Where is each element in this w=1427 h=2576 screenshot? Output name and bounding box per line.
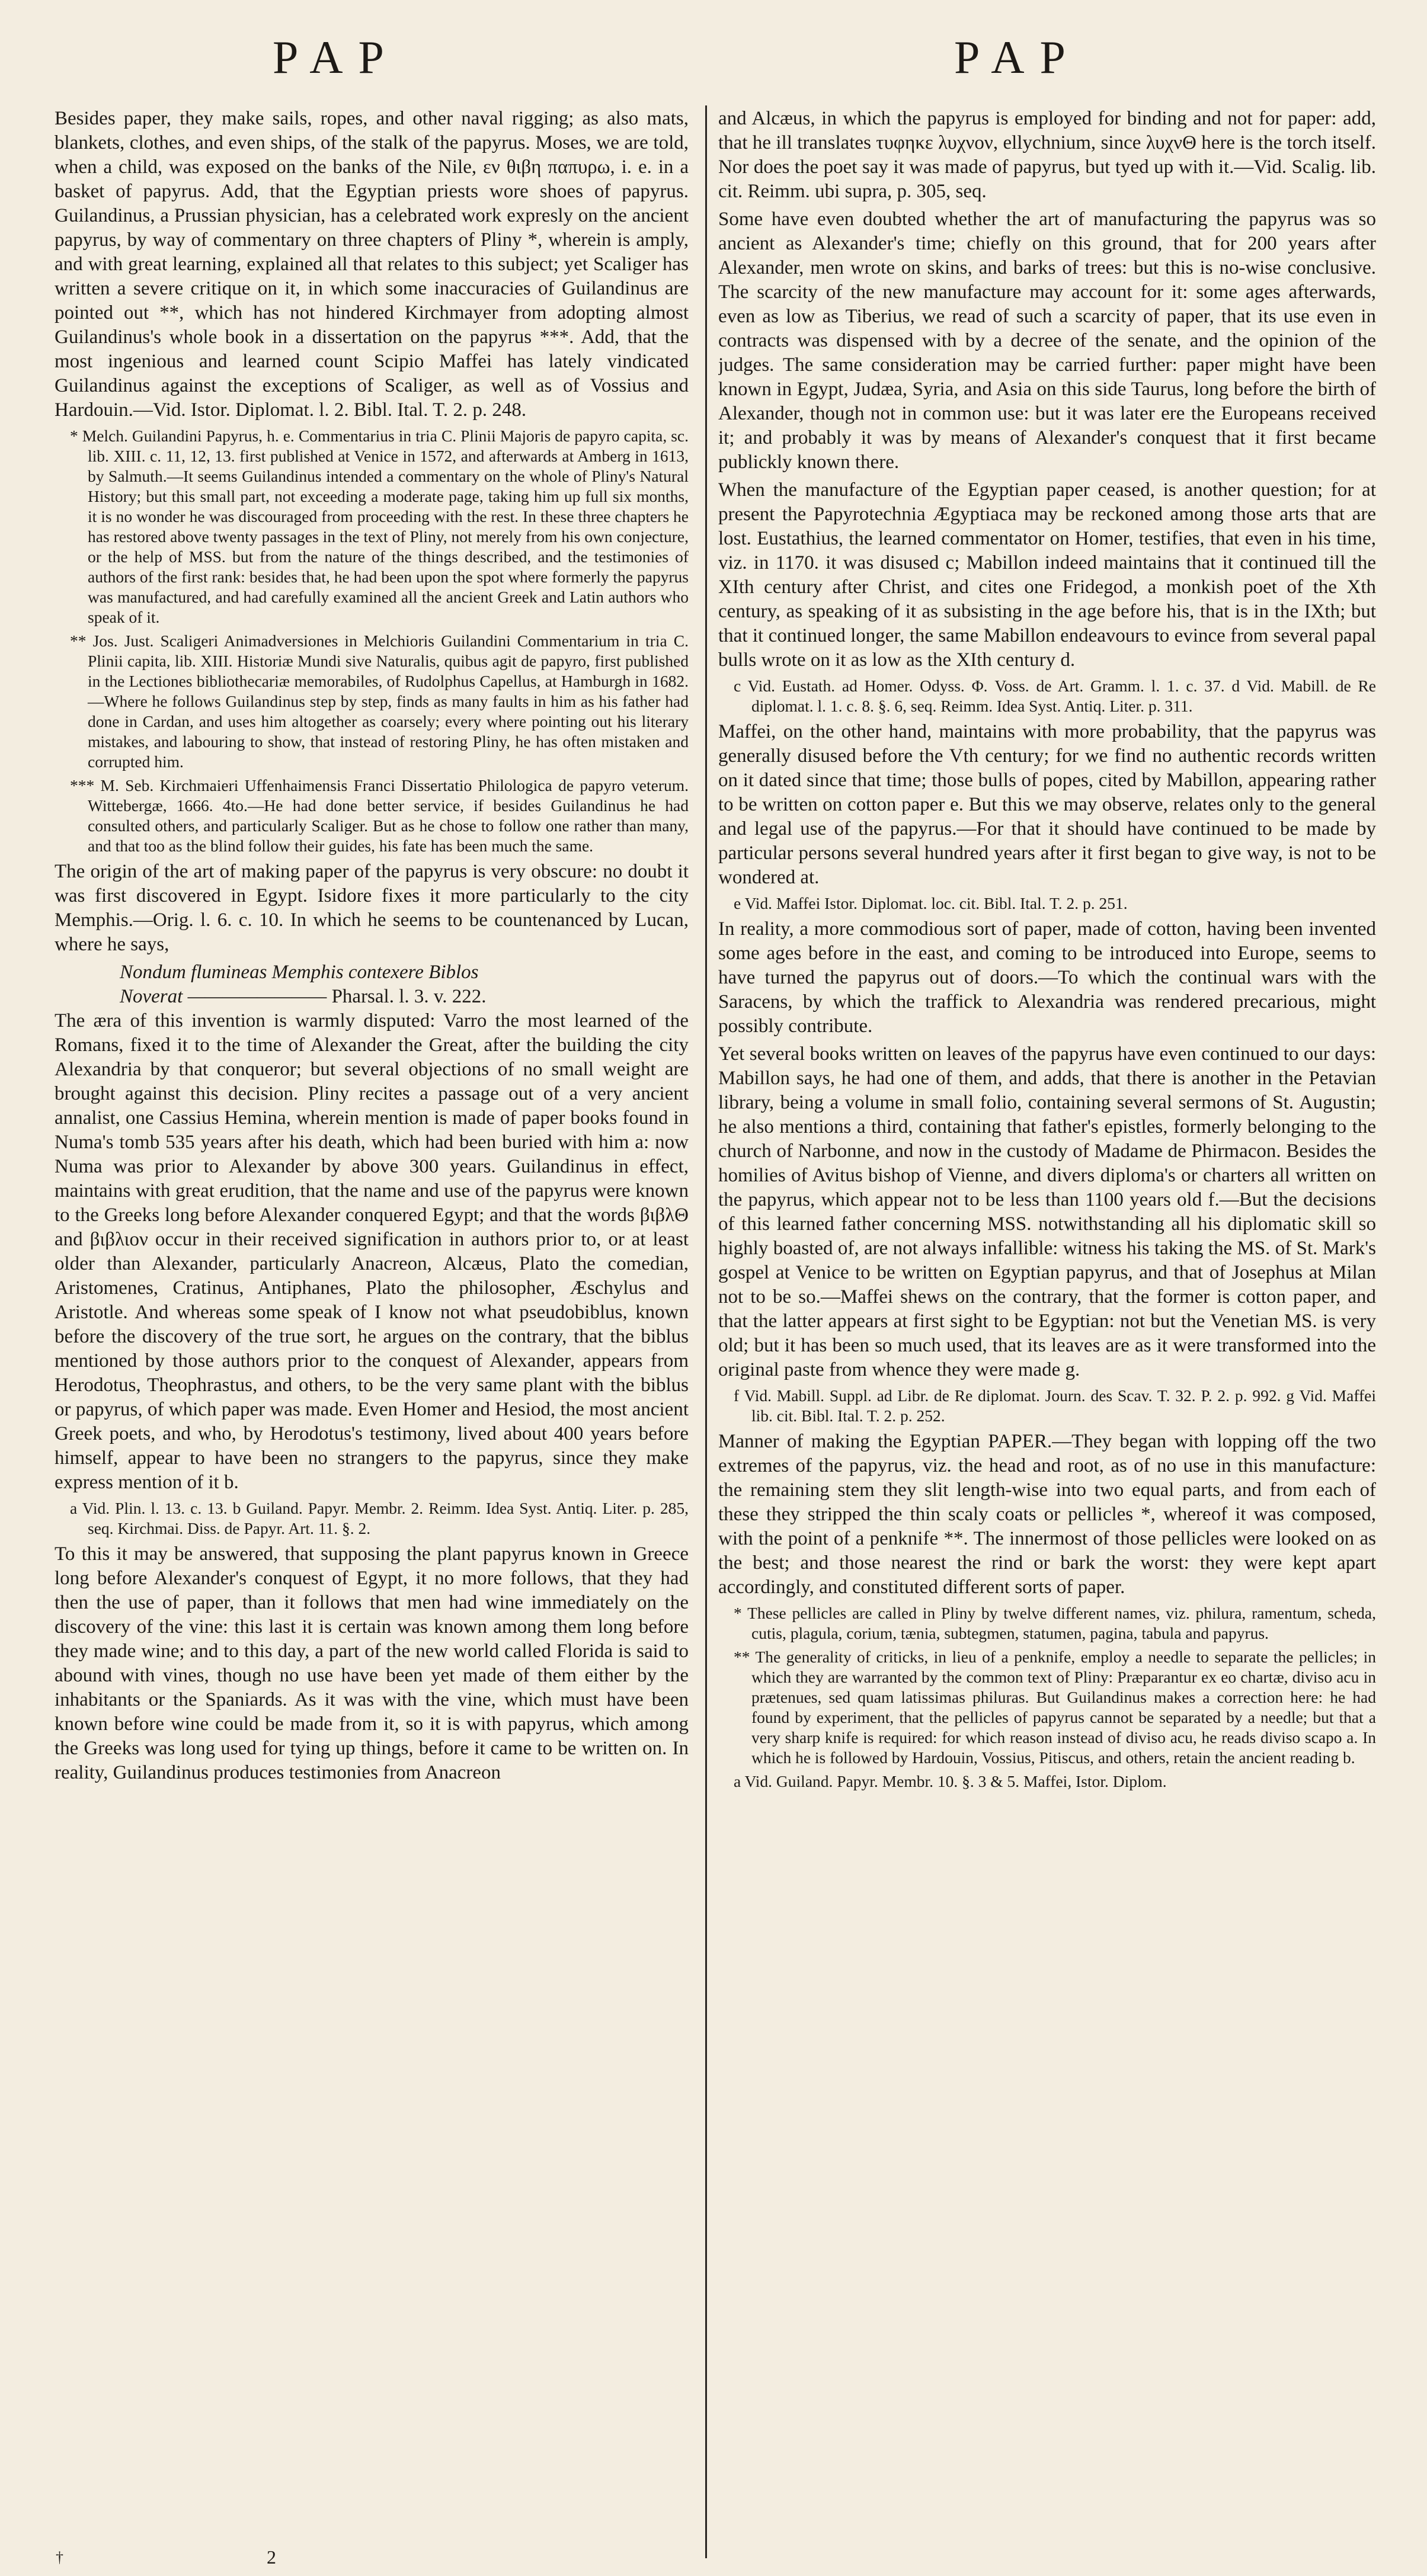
paragraph: The origin of the art of making paper of the papyrus is very obscure: no doubt it was first discovered in Egypt. Isidore fixes it more particularly to the city Memphis.—Orig. l. 6. c. 10. In which he seems to be countenanced by Lucan, where he says, [55, 861, 689, 955]
footnote: * These pellicles are called in Pliny by twelve different names, viz. philura, ramentum, scheda, cutis, plagula, corium, tænia, subtegmen, statumen, pagina, tabula and papyrus. [734, 1604, 1376, 1642]
footnote: c Vid. Eustath. ad Homer. Odyss. Φ. Voss. de Art. Gramm. l. 1. c. 37. d Vid. Mabill. de Re diplomat. l. 1. c. 8. §. 6, seq. Reimm. Idea Syst. Antiq. Liter. p. 311. [734, 677, 1376, 715]
footnote: a Vid. Guiland. Papyr. Membr. 10. §. 3 & 5. Maffei, Istor. Diplom. [734, 1772, 1167, 1790]
footnote: * Melch. Guilandini Papyrus, h. e. Commentarius in tria C. Plinii Majoris de papyro capita, sc. lib. XIII. c. 11, 12, 13. first published at Venice in 1572, and afterwards at Amberg in 1613, by Salmuth.—It seems Guilandinus intended a commentary on the whole of Pliny's Natural History; but this small part, not exceeding a moderate page, taking him up full six months, it is no wonder he was discouraged from proceeding with the rest. In these three chapters he has restored above twenty passages in the text of Pliny, not merely from his own conjecture, or the help of MSS. but from the nature of the things described, and the testimonies of authors of the first rank: besides that, he had been upon the spot where formerly the papyrus was manufactured, and had carefully examined all the ancient Greek and Latin authors who speak of it. [70, 427, 689, 626]
running-head-right: PAP [954, 31, 1081, 83]
footnote: ** The generality of criticks, in lieu of a penknife, employ a needle to separate the pellicles; in which they are warranted by the common text of Pliny: Præparantur ex eo chartæ, diviso acu in prætenues, sed quam latissimas philuras. But Guilandinus makes a correction here: he had found by experiment, that the pellicles of papyrus cannot be separated by a needle; but that a very sharp knife is required: for which reason instead of diviso acu, he reads diviso scapo a. In which he is followed by Hardouin, Vossius, Pitiscus, and others, retain the ancient reading b. [734, 1648, 1376, 1767]
running-head-left: PAP [273, 31, 399, 83]
verse-line [55, 985, 689, 1009]
paragraph: Besides paper, they make sails, ropes, and other naval rigging; as also mats, blankets, clothes, and even ships, of the stalk of the papyrus. Moses, we are told, when a child, was exposed on the banks of the Nile, εν θιβη παπυρω, i. e. in a basket of papyrus. Add, that the Egyptian priests wore shoes of papyrus. Guilandinus, a Prussian physician, has a celebrated work expresly on the ancient papyrus, by way of commentary on three chapters of Pliny *, wherein is amply, and with great learning, explained all that relates to this subject; yet Scaliger has written a severe critique on it, in which some inaccuracies of Guilandinus are pointed out **, which has not hindered Kirchmayer from adopting almost Guilandinus's whole book in a dissertation on the papyrus ***. Add, that the most ingenious and learned count Scipio Maffei has lately vindicated Guilandinus against the exceptions of Scaliger, as well as of Vossius and Hardouin.—Vid. Istor. Diplomat. l. 2. Bibl. Ital. T. 2. p. 248. [55, 108, 689, 421]
paragraph: Some have even doubted whether the art of manufacturing the papyrus was so ancient as Alexander's time; chiefly on this ground, that for 200 years after Alexander, men wrote on skins, and barks of trees: but this is no-wise conclusive. The scarcity of the new manufacture may account for it: some ages afterwards, even as low as Tiberius, we read of such a scarcity of paper, that its use even in contracts was dispensed with by a decree of the senate, and the opinion of the judges. The same consideration may be carried further: paper might have been known in Egypt, Judæa, Syria, and Asia on this side Taurus, long before the birth of Alexander, though not in common use: but it was later ere the Europeans received it; and probably it was by means of Alexander's conquest that it first became publickly known there. [718, 209, 1376, 473]
footnote: e Vid. Maffei Istor. Diplomat. loc. cit. Bibl. Ital. T. 2. p. 251. [734, 894, 1128, 912]
right-column [718, 107, 1376, 2548]
paragraph: Yet several books written on leaves of the papyrus have even continued to our days: Mabillon says, he had one of them, and adds, that there is another in the Petavian library, being a volume in small folio, containing several sermons of St. Augustin; he also mentions a third, containing that father's epistles, formerly belonging to the church of Narbonne, and now in the custody of Madame de Phirmacon. Besides the homilies of Avitus bishop of Vienne, and divers diploma's or charters all written on the papyrus, which appear not to be less than 1100 years old f.—But the decisions of this learned father concerning MSS. notwithstanding all his diplomatic skill so highly boasted of, are not always infallible: witness his taking the MS. of St. Mark's gospel at Venice to be written on Egyptian papyrus, and that of Josephus at Milan not to be so.—Maffei shews on the contrary, that the former is cotton paper, and that the latter appears at first sight to be Egyptian: not but the Venetian MS. is very old; but it has been so much used, that its leaves are as it were transformed into the original paste from whence they were made g. [718, 1043, 1376, 1380]
column-divider [705, 105, 707, 2558]
footnote: a Vid. Plin. l. 13. c. 13. b Guiland. Papyr. Membr. 2. Reimm. Idea Syst. Antiq. Liter. p. 285, seq. Kirchmai. Diss. de Papyr. Art. 11. §. 2. [70, 1499, 689, 1537]
footnote: ** Jos. Just. Scaligeri Animadversiones in Melchioris Guilandini Commentarium in tria C. Plinii capita, lib. XIII. Historiæ Mundi sive Naturalis, quibus agit de papyro, first published in the Lectiones bibliothecariæ memorabiles, of Rudolphus Capellus, at Hamburgh in 1682.—Where he follows Guilandinus step by step, finds as many faults in him as his father had done in Cardan, and uses him altogether as coarsely; every where pointing out his literary mistakes, and labouring to show, that instead of restoring Pliny, he has often mistaken and corrupted him. [70, 632, 689, 771]
paragraph: To this it may be answered, that supposing the plant papyrus known in Greece long before Alexander's conquest of Egypt, it no more follows, that they had then the use of paper, than it follows that men had wine immediately on the discovery of the vine: this last it is certain was known among them long before they made wine; and to this day, a part of the new world called Florida is said to abound with vines, though no use have been yet made of them either by the inhabitants or the Spaniards. As it was with the vine, which must have been known before wine could be made from it, so it is with papyrus, which among the Greeks was long used for tying up things, before it came to be written on. In reality, Guilandinus produces testimonies from Anacreon [55, 1543, 689, 1783]
footnote: *** M. Seb. Kirchmaieri Uffenhaimensis Franci Dissertatio Philologica de papyro veterum. Wittebergæ, 1666. 4to.—He had done better service, if besides Guilandinus he had consulted others, and particularly Scaliger. But as he chose to follow one rather than many, and that too as the blind follow their guides, his fate has been much the same. [70, 776, 689, 855]
paragraph: When the manufacture of the Egyptian paper ceased, is another question; for at present the Papyrotechnia Ægyptiaca may be reckoned among those arts that are lost. Eustathius, the learned commentator on Homer, testifies, that even in his time, viz. in 1170. it was disused c; Mabillon indeed maintains that it continued till the XIth century after Christ, and cites one Fridegod, a monkish poet of the Xth century, as speaking of it as subsisting in the age before his, that is in the IXth; but that it continued longer, the same Mabillon endeavours to evince from several papal bulls wrote on it as low as the XIth century d. [718, 479, 1376, 671]
verse-line: Nondum flumineas Memphis contexere Biblos [120, 962, 479, 983]
paragraph: The æra of this invention is warmly disputed: Varro the most learned of the Romans, fixed it to the time of Alexander the Great, after the building the city Alexandria by that conqueror; but several objections of no small weight are brought against this decision. Pliny recites a passage out of a very ancient annalist, one Cassius Hemina, wherein mention is made of paper books found in Numa's tomb 535 years after his death, which had been buried with him a: now Numa was prior to Alexander by above 300 years. Guilandinus in effect, maintains with great erudition, that the name and use of the papyrus were known to the Greeks long before Alexander conquered Egypt; and that the words βιβλΘ and βιβλιον occur in their received signification in authors prior to, or at least older than Alexander, particularly Anacreon, Alcæus, Plato the comedian, Aristomenes, Cratinus, Antiphanes, Plato the philosopher, Æschylus and Aristotle. And whereas some speak of I know not what pseudobiblus, known before the discovery of the true sort, he argues on the contrary, that the biblus mentioned by those authors prior to the conquest of Alexander, appears from Herodotus, Theophrastus, and others, to be the very same plant with the biblus or papyrus, of which paper was made. Even Homer and Hesiod, the most ancient Greek poets, and who, by Herodotus's testimony, lived about 400 years before himself, appear to have been no strangers to the papyrus, since they make express mention of it b. [55, 1010, 689, 1493]
paragraph: and Alcæus, in which the papyrus is employed for binding and not for paper: add, that he ill translates τυφηκε λυχνον, ellychnium, since λυχνΘ here is the torch itself. Nor does the poet say it was made of papyrus, but tyed up with it.—Vid. Scalig. lib. cit. Reimm. ubi supra, p. 305, seq. [718, 108, 1376, 202]
signature-mark: † [56, 2549, 63, 2566]
left-column [55, 107, 689, 2548]
section-heading-paragraph: Manner of making the Egyptian PAPER.—They began with lopping off the two extremes of the papyrus, viz. the head and root, as of no use in this manufacture: the remaining stem they slit length-wise into two equal parts, and from each of these they stripped the thin scaly coats or pellicles *, whereof it was composed, with the point of a penknife **. The innermost of those pellicles were looked on as the best; and those nearest the rind or bark the worst: they were kept apart accordingly, and constituted different sorts of paper. [718, 1431, 1376, 1598]
paragraph: In reality, a more commodious sort of paper, made of cotton, having been invented some ages before in the east, and coming to be introduced into Europe, seems to have turned the papyrus out of doors.—To which the continual wars with the Saracens, by which the traffick to Alexandria was rendered precarious, might possibly contribute. [718, 918, 1376, 1037]
paragraph: Maffei, on the other hand, maintains with more probability, that the papyrus was generally disused before the Vth century; for we find no authentic records written on it dated since that time; those bulls of popes, cited by Mabillon, appearing rather to be written on cotton paper e. But this we may observe, relates only to the general and legal use of the papyrus.—For that it should have continued to be made by particular persons several hundred years after it first began to give way, is not to be wondered at. [718, 721, 1376, 888]
verse-text: Noverat ———————— [120, 986, 327, 1007]
footnote: f Vid. Mabill. Suppl. ad Libr. de Re diplomat. Journ. des Scav. T. 32. P. 2. p. 992. g Vid. Maffei lib. cit. Bibl. Ital. T. 2. p. 252. [734, 1386, 1376, 1425]
page-number: 2 [267, 2546, 276, 2568]
verse-citation: Pharsal. l. 3. v. 222. [327, 986, 487, 1007]
